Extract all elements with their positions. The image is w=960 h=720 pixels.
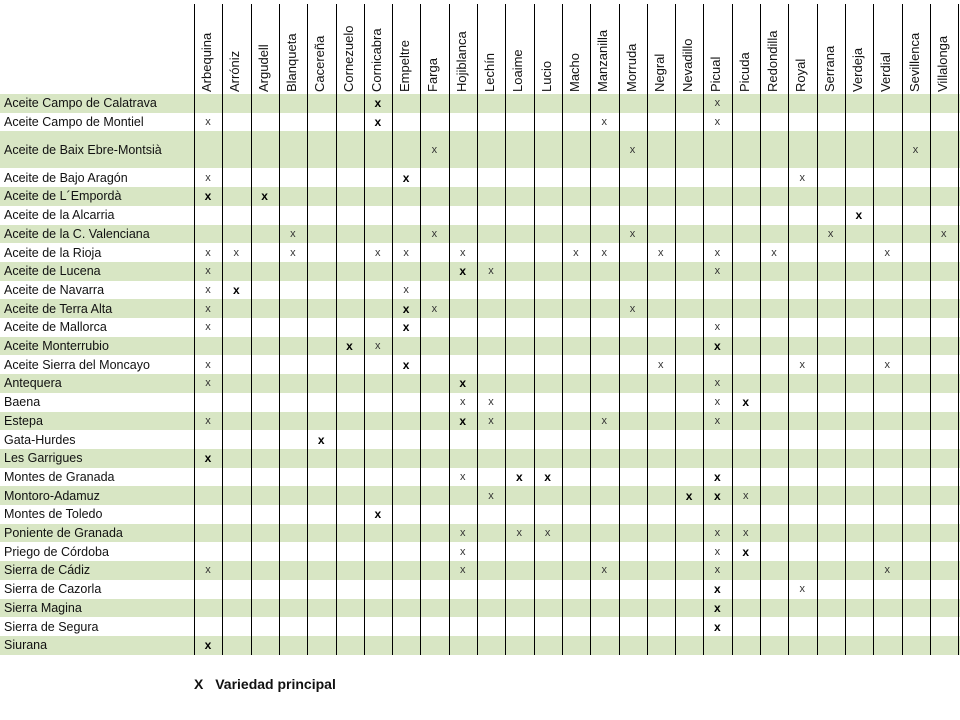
row-label: Aceite de Mallorca [4,320,107,335]
variety-mark: x [459,470,466,483]
main-variety-mark: x [402,320,410,335]
column-header-label: Lucio [538,60,554,92]
column-header [873,4,901,94]
variety-mark: x [205,358,211,371]
main-variety-mark: x [374,96,382,111]
row-label: Sierra de Segura [4,619,99,634]
row-label: Aceite de la C. Valenciana [4,226,150,241]
main-variety-mark: x [402,357,410,372]
row-label: Aceite Campo de Calatrava [4,96,157,111]
table-row [0,225,960,244]
row-label: Aceite de Baix Ebre-Montsià [4,142,162,157]
column-divider [845,4,846,655]
row-label: Montes de Granada [4,469,115,484]
legend-symbol: X [194,676,204,692]
variety-mark: x [205,171,211,184]
main-variety-mark: x [459,376,467,391]
variety-mark: x [431,227,438,240]
row-label: Aceite de la Alcarria [4,208,115,223]
main-variety-mark: x [402,170,410,185]
table-row [0,449,960,468]
variety-mark: x [714,396,721,409]
table-row [0,355,960,374]
column-divider [675,4,676,655]
column-header [307,4,335,94]
column-header-label: Cacereña [312,35,328,92]
table-row [0,131,960,168]
table-row [0,412,960,431]
column-header-label: Manzanilla [595,29,611,92]
variety-mark: x [629,302,636,315]
table-row [0,187,960,206]
column-header [279,4,307,94]
variety-mark: x [884,358,890,371]
column-header [251,4,279,94]
column-header-label: Negral [651,53,667,92]
column-header-label: Verdial [878,52,894,92]
column-header-label: Cornicabra [368,28,384,92]
table-row [0,374,960,393]
main-variety-mark: x [714,469,721,484]
row-label: Estepa [4,413,43,428]
column-divider [703,4,704,655]
column-header [477,4,505,94]
variety-mark: x [488,414,494,427]
column-divider [307,4,308,655]
row-label: Aceite de Bajo Aragón [4,170,128,185]
main-variety-mark: x [346,339,353,354]
column-divider [505,4,506,655]
row-label: Montoro-Adamuz [4,488,100,503]
column-header-label: Lechín [482,52,497,92]
variety-mark: x [403,283,409,296]
column-divider [222,4,223,655]
column-header-label: Picuda [736,52,752,92]
column-header-label: Cornezuelo [340,25,356,92]
column-header-label: Arróniz [227,50,243,92]
column-header-label: Sevillenca [906,32,922,92]
variety-mark: x [544,527,551,540]
row-label: Sierra de Cazorla [4,582,102,597]
variety-mark: x [601,246,607,259]
main-variety-mark: x [742,544,750,559]
column-header-label: Empeltre [397,39,413,92]
column-header [703,4,731,94]
column-header [845,4,873,94]
row-label: Aceite de Lucena [4,264,101,279]
column-divider [477,4,478,655]
main-variety-mark: x [685,488,693,503]
main-variety-mark: x [261,189,268,204]
variety-mark: x [431,143,438,156]
main-variety-mark: x [402,301,410,316]
column-divider [732,4,733,655]
column-header-label: Verdeja [849,47,865,92]
variety-mark: x [714,246,721,259]
column-header [505,4,533,94]
variety-mark: x [403,246,409,259]
table-row [0,486,960,505]
table-row [0,262,960,281]
column-header-label: Blanqueta [283,33,299,92]
variety-mark: x [714,545,721,558]
column-header-label: Royal [793,58,809,92]
main-variety-mark: x [714,488,721,503]
column-header-label: Villalonga [934,35,950,92]
main-variety-mark: x [204,451,212,466]
variety-mark: x [459,246,466,259]
column-header [647,4,675,94]
column-header [562,4,590,94]
variety-mark: x [488,489,494,502]
column-header [817,4,845,94]
column-header [590,4,618,94]
column-header [449,4,477,94]
main-variety-mark: x [232,282,240,297]
variety-mark: x [459,527,466,540]
variety-mark: x [714,321,721,334]
table-row [0,430,960,449]
variety-mark: x [205,265,211,278]
column-divider [788,4,789,655]
variety-mark: x [488,265,494,278]
table-row [0,281,960,300]
variety-mark: x [742,489,749,502]
table-row [0,243,960,262]
variety-mark: x [658,358,664,371]
variety-mark: x [205,283,211,296]
variety-mark: x [205,414,211,427]
row-label: Aceite Sierra del Moncayo [4,357,150,372]
column-header [675,4,703,94]
row-label: Aceite de la Rioja [4,245,102,260]
column-divider [534,4,535,655]
variety-mark: x [375,340,381,353]
variety-mark: x [714,97,721,110]
variety-mark: x [601,116,607,129]
variety-mark: x [912,143,919,156]
column-divider [279,4,280,655]
column-header-label: Redondilla [765,30,780,92]
column-header [420,4,448,94]
main-variety-mark: x [544,469,551,484]
table-row [0,206,960,225]
column-divider [647,4,648,655]
main-variety-mark: x [714,582,721,597]
column-divider [760,4,761,655]
variety-mark: x [375,246,381,259]
main-variety-mark: x [742,395,750,410]
column-header-label: Argudell [255,44,271,92]
column-divider [619,4,620,655]
main-variety-mark: x [204,189,212,204]
column-divider [873,4,874,655]
variety-mark: x [799,583,806,596]
row-label: Sierra Magina [4,600,82,615]
variety-mark: x [884,246,890,259]
table-row [0,524,960,543]
variety-mark: x [205,321,211,334]
column-divider [336,4,337,655]
column-divider [902,4,903,655]
table-row [0,337,960,356]
row-label: Antequera [4,376,62,391]
column-header [788,4,816,94]
column-divider [817,4,818,655]
column-divider [958,4,959,655]
table-row [0,599,960,618]
row-label: Poniente de Granada [4,526,123,541]
variety-mark: x [488,396,494,409]
column-header-label: Hojiblanca [453,31,469,92]
variety-mark: x [771,246,777,259]
variety-mark: x [884,564,890,577]
variety-mark: x [658,246,664,259]
row-label: Aceite de Navarra [4,282,105,297]
main-variety-mark: x [459,413,467,428]
variety-mark: x [941,227,947,240]
column-divider [420,4,421,655]
table-row [0,505,960,524]
row-label: Aceite Campo de Montiel [4,115,144,130]
column-header [392,4,420,94]
column-header [619,4,647,94]
main-variety-mark: x [714,339,721,354]
variety-mark: x [714,377,721,390]
column-header [364,4,392,94]
table-row [0,580,960,599]
table-row [0,468,960,487]
column-header-label: Morruda [623,43,639,92]
column-header [760,4,788,94]
table-row [0,393,960,412]
column-header [336,4,364,94]
row-label: Priego de Córdoba [4,544,109,559]
variety-mark: x [205,564,211,577]
column-divider [364,4,365,655]
column-header-label: Picual [708,56,724,92]
row-label: Baena [4,395,41,410]
variety-mark: x [714,527,721,540]
variety-mark: x [714,265,721,278]
variety-mark: x [799,358,806,371]
row-label: Aceite de L´Empordà [4,189,122,204]
table-row [0,318,960,337]
table-row [0,617,960,636]
variety-mark: x [205,116,211,129]
variety-mark: x [459,545,466,558]
column-header-label: Nevadillo [680,38,696,92]
row-label: Siurana [4,638,48,653]
table-row [0,94,960,113]
variety-mark: x [205,246,211,259]
variety-mark: x [601,564,607,577]
main-variety-mark: x [204,638,212,653]
column-divider [251,4,252,655]
column-header [222,4,250,94]
column-header [534,4,562,94]
main-variety-mark: x [374,507,382,522]
row-label: Les Garrigues [4,451,83,466]
main-variety-mark: x [317,432,325,447]
table-row [0,561,960,580]
column-divider [590,4,591,655]
variety-mark: x [233,246,240,259]
column-header-label: Serrana [821,45,837,92]
main-variety-mark: x [459,264,467,279]
variety-mark: x [629,227,636,240]
variety-mark: x [205,302,211,315]
column-divider [562,4,563,655]
variety-mark: x [827,227,834,240]
main-variety-mark: x [374,115,382,130]
table-row [0,299,960,318]
variety-mark: x [290,246,296,259]
row-label: Sierra de Cádiz [4,563,91,578]
column-header [732,4,760,94]
column-header [194,4,222,94]
row-label: Gata-Hurdes [4,432,76,447]
column-divider [392,4,393,655]
column-header-label: Farga [425,58,441,92]
column-header-label: Macho [566,52,582,92]
column-divider [930,4,931,655]
variety-mark: x [573,246,579,259]
variety-mark: x [799,171,806,184]
variety-mark: x [459,396,466,409]
main-variety-mark: x [714,600,721,615]
table-row [0,542,960,561]
variety-mark: x [714,564,721,577]
legend-text: Variedad principal [215,676,336,692]
row-label: Aceite Monterrubio [4,339,109,354]
column-divider [449,4,450,655]
table-row [0,636,960,655]
table-row [0,168,960,187]
row-label: Montes de Toledo [4,507,103,522]
variety-mark: x [431,302,438,315]
variety-mark: x [205,377,211,390]
column-header [902,4,930,94]
variety-mark: x [516,527,523,540]
main-variety-mark: x [515,469,523,484]
table-row [0,113,960,132]
variety-mark: x [290,227,296,240]
main-variety-mark: x [714,619,721,634]
variety-mark: x [714,116,721,129]
variety-mark: x [459,564,466,577]
variety-mark: x [714,414,721,427]
column-header-label: Arbequina [199,32,214,92]
row-label: Aceite de Terra Alta [4,301,113,316]
column-header-label: Loaime [510,49,526,92]
variety-mark: x [629,143,636,156]
variety-mark: x [601,414,607,427]
column-divider [194,4,195,655]
legend [194,676,336,692]
variety-mark: x [742,527,749,540]
column-header [930,4,958,94]
main-variety-mark: x [855,208,863,223]
